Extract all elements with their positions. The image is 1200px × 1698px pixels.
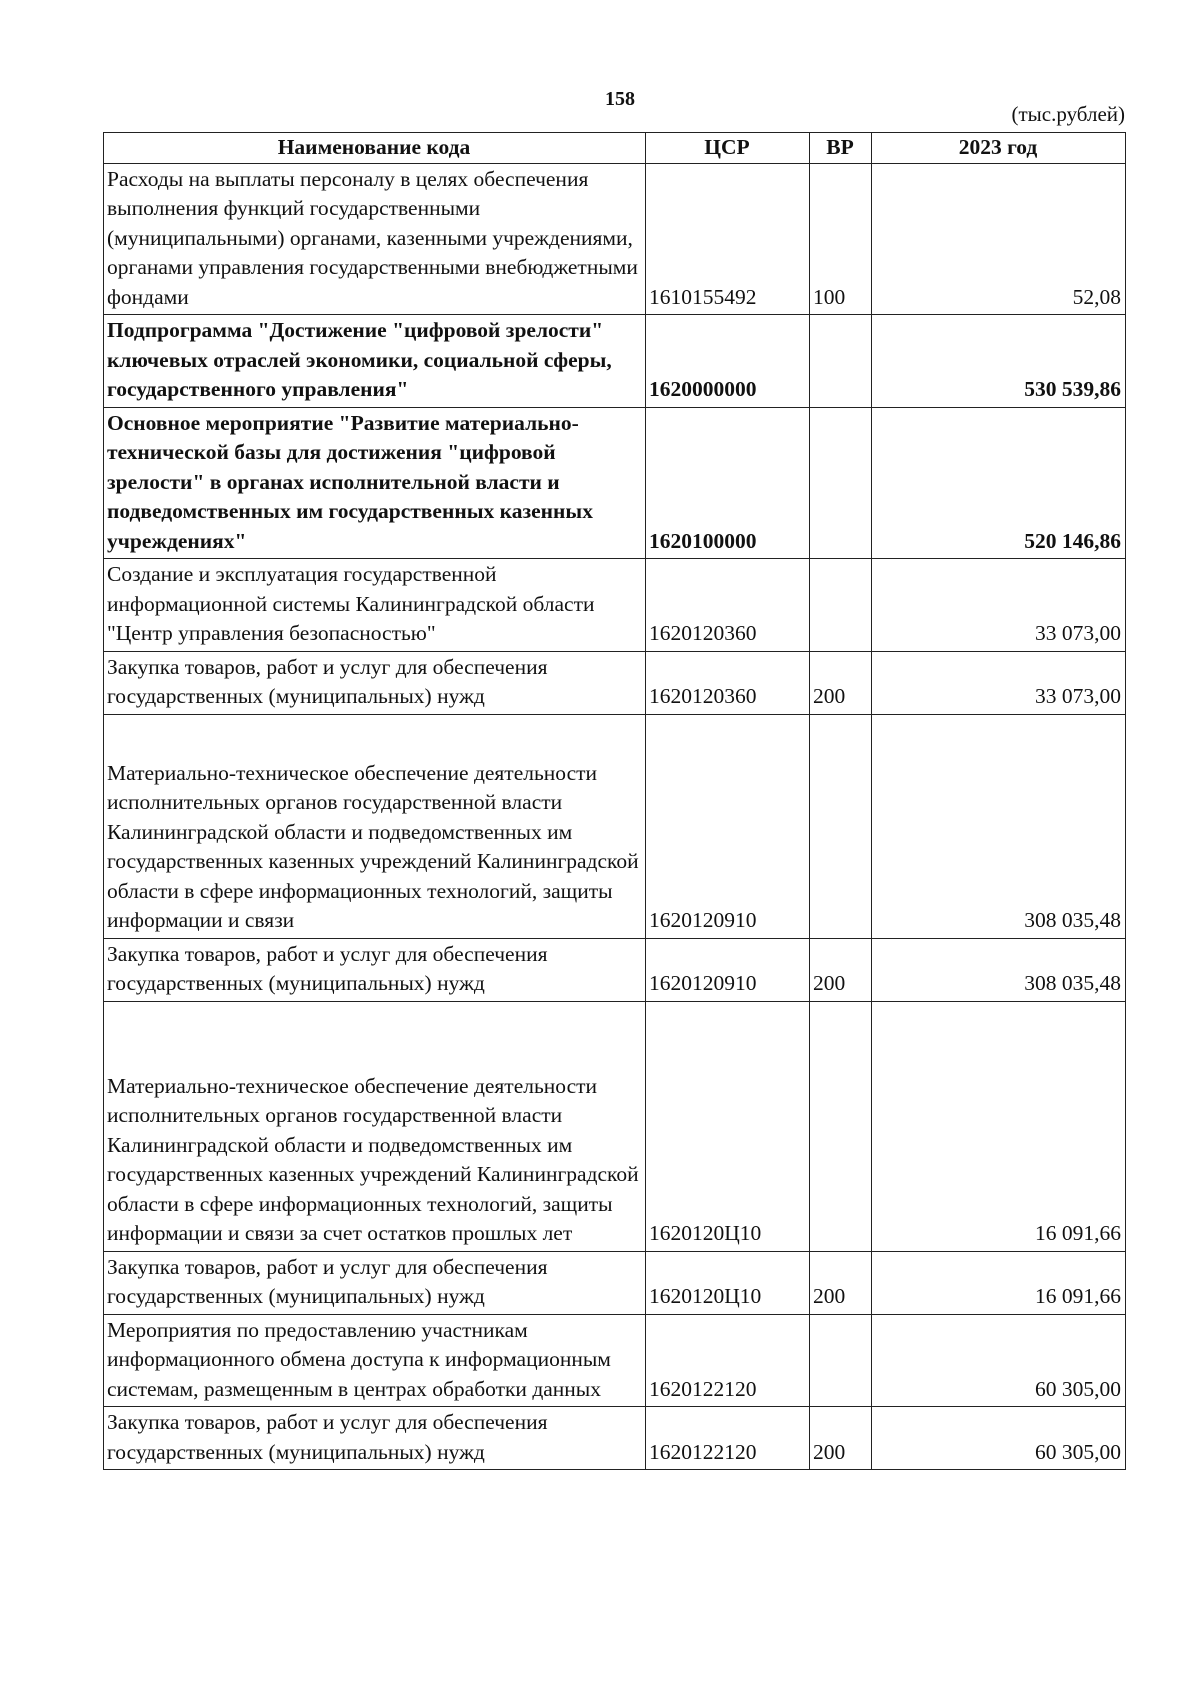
header-amount: 2023 год <box>872 133 1126 164</box>
row-vr: 200 <box>810 938 872 1001</box>
row-vr: 200 <box>810 1407 872 1470</box>
row-name: Закупка товаров, работ и услуг для обеспечения государственных (муниципальных) нужд <box>104 938 646 1001</box>
table-row <box>104 163 1126 315</box>
table-header-row <box>104 133 1126 164</box>
row-amount: 530 539,86 <box>872 315 1126 408</box>
row-amount: 520 146,86 <box>872 407 1126 559</box>
table-row <box>104 407 1126 559</box>
row-vr <box>810 714 872 938</box>
row-vr <box>810 407 872 559</box>
row-name: Закупка товаров, работ и услуг для обеспечения государственных (муниципальных) нужд <box>104 1407 646 1470</box>
row-vr <box>810 315 872 408</box>
row-name: Материально-техническое обеспечение деятельности исполнительных органов государственной власти Калининградской области и подведомственных им государственных казенных учреждений Калининградской области в сфере информационных технологий, защиты информации и связи за счет остатков прошлых лет <box>104 1001 646 1251</box>
row-vr <box>810 1001 872 1251</box>
table-row <box>104 651 1126 714</box>
row-csr: 1620122120 <box>646 1407 810 1470</box>
table-row <box>104 1407 1126 1470</box>
row-csr: 1620120910 <box>646 714 810 938</box>
row-name: Основное мероприятие "Развитие материально-технической базы для достижения "цифровой зрелости" в органах исполнительной власти и подведомственных им государственных казенных учреждениях" <box>104 407 646 559</box>
row-csr: 1620100000 <box>646 407 810 559</box>
row-name: Расходы на выплаты персоналу в целях обеспечения выполнения функций государственными (муниципальными) органами, казенными учреждениями, органами управления государственными внебюджетными фондами <box>104 163 646 315</box>
row-name: Закупка товаров, работ и услуг для обеспечения государственных (муниципальных) нужд <box>104 1251 646 1314</box>
row-vr: 200 <box>810 1251 872 1314</box>
budget-table <box>103 132 1126 1470</box>
row-amount: 308 035,48 <box>872 938 1126 1001</box>
page-number: 158 <box>605 88 635 110</box>
header-csr: ЦСР <box>646 133 810 164</box>
table-row <box>104 938 1126 1001</box>
row-csr: 1610155492 <box>646 163 810 315</box>
row-csr: 1620120Ц10 <box>646 1251 810 1314</box>
row-amount: 52,08 <box>872 163 1126 315</box>
table-row <box>104 1001 1126 1251</box>
row-csr: 1620120910 <box>646 938 810 1001</box>
row-amount: 308 035,48 <box>872 714 1126 938</box>
table-row <box>104 1314 1126 1407</box>
row-vr: 200 <box>810 651 872 714</box>
row-vr: 100 <box>810 163 872 315</box>
row-amount: 33 073,00 <box>872 559 1126 652</box>
row-name: Материально-техническое обеспечение деятельности исполнительных органов государственной власти Калининградской области и подведомственных им государственных казенных учреждений Калининградской области в сфере информационных технологий, защиты информации и связи <box>104 714 646 938</box>
row-amount: 16 091,66 <box>872 1251 1126 1314</box>
row-vr <box>810 1314 872 1407</box>
row-csr: 1620120360 <box>646 651 810 714</box>
table-row <box>104 1251 1126 1314</box>
header-name: Наименование кода <box>104 133 646 164</box>
row-name: Закупка товаров, работ и услуг для обеспечения государственных (муниципальных) нужд <box>104 651 646 714</box>
row-csr: 1620122120 <box>646 1314 810 1407</box>
row-amount: 16 091,66 <box>872 1001 1126 1251</box>
row-amount: 60 305,00 <box>872 1407 1126 1470</box>
row-csr: 1620120360 <box>646 559 810 652</box>
row-csr: 1620000000 <box>646 315 810 408</box>
row-amount: 33 073,00 <box>872 651 1126 714</box>
row-vr <box>810 559 872 652</box>
table-row <box>104 559 1126 652</box>
row-name: Создание и эксплуатация государственной информационной системы Калининградской области "Центр управления безопасностью" <box>104 559 646 652</box>
table-row <box>104 315 1126 408</box>
units-label: (тыс.рублей) <box>1011 102 1125 126</box>
row-csr: 1620120Ц10 <box>646 1001 810 1251</box>
row-name: Мероприятия по предоставлению участникам информационного обмена доступа к информационным системам, размещенным в центрах обработки данных <box>104 1314 646 1407</box>
row-amount: 60 305,00 <box>872 1314 1126 1407</box>
table-row <box>104 714 1126 938</box>
header-vr: ВР <box>810 133 872 164</box>
row-name: Подпрограмма "Достижение "цифровой зрелости" ключевых отраслей экономики, социальной сферы, государственного управления" <box>104 315 646 408</box>
